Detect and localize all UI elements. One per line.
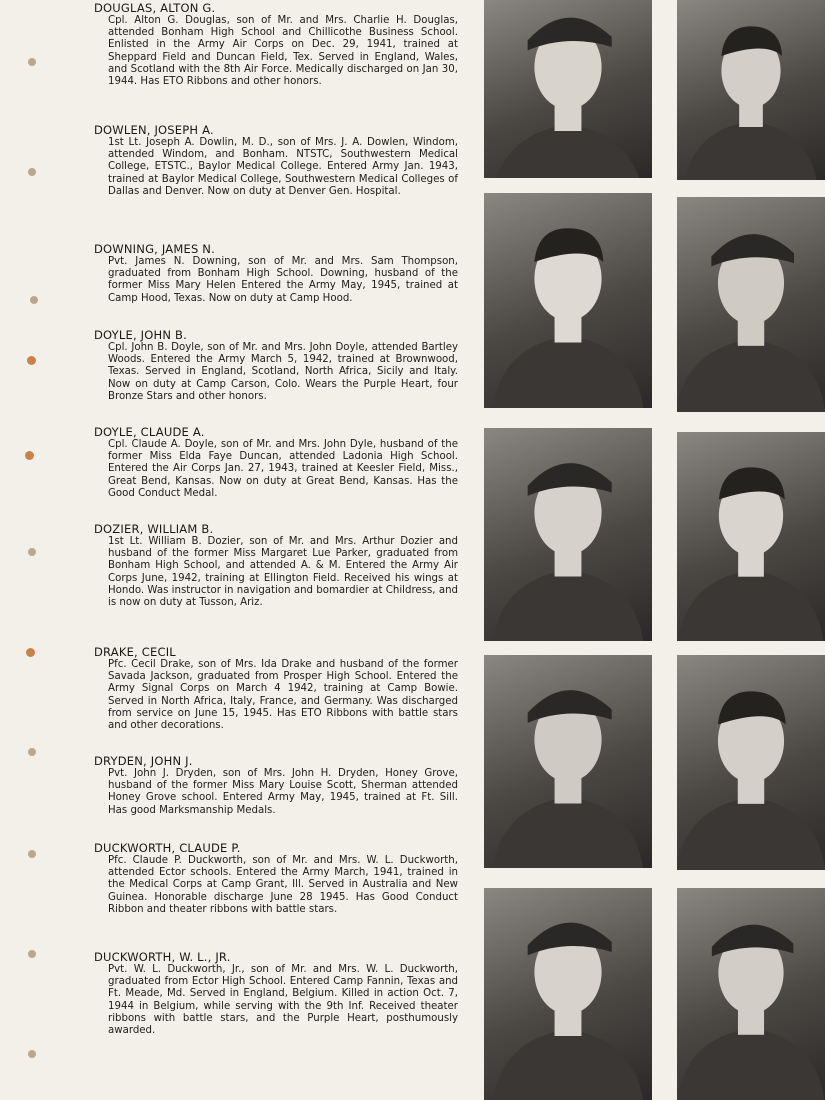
entry-text: Pvt. John J. Dryden, son of Mrs. John H. Dryden, Honey Grove, husband of the former Miss Mary Louise Scott, Sherman attended Honey Grove school. Entered Army May, 1945, trained at Ft. Sill. Has good Marksmanship Medals. — [108, 768, 458, 816]
portrait-dozier-william — [677, 432, 825, 641]
entry-text: 1st Lt. Joseph A. Dowlin, M. D., son of Mrs. J. A. Dowlen, Windom, attended Windom, and Bonham. NTSTC, Southwestern Medical College, ETSTC., Baylor Medical College. Entered Army Jan. 1943, trained at Baylor Medical College, Southwestern Medical Colleges of Dallas and Denver. Now on duty at Denver Gen. Hospital. — [108, 137, 458, 197]
portrait-silhouette — [484, 0, 652, 178]
punch-hole — [28, 548, 36, 556]
entry-dowlen-joseph — [94, 124, 458, 198]
entry-drake-cecil — [94, 646, 458, 732]
portrait-silhouette — [677, 655, 825, 870]
portrait-duckworth-claude — [484, 888, 652, 1100]
portrait-douglas-alton — [484, 0, 652, 178]
punch-hole — [25, 451, 34, 460]
portrait-dowlen-joseph — [677, 0, 825, 180]
entry-dozier-william — [94, 523, 458, 609]
entry-dryden-john — [94, 755, 458, 817]
portrait-doyle-john — [677, 197, 825, 412]
entry-text: Cpl. John B. Doyle, son of Mr. and Mrs. John Doyle, attended Bartley Woods. Entered the Army March 5, 1942, trained at Brownwood, Texas. Served in England, Scotland, North Africa, Sicily and Italy. Now on duty at Camp Carson, Colo. Wears the Purple Heart, four Bronze Stars and other honors. — [108, 342, 458, 402]
entry-doyle-claude — [94, 426, 458, 500]
punch-hole — [28, 748, 36, 756]
punch-hole — [26, 648, 35, 657]
entry-downing-james — [94, 243, 458, 305]
portrait-silhouette — [677, 197, 825, 412]
entry-name: DOYLE, CLAUDE A. — [94, 425, 205, 439]
entry-duckworth-claude — [94, 842, 458, 916]
entry-text: Pfc. Cecil Drake, son of Mrs. Ida Drake and husband of the former Savada Jackson, graduated from Prosper High School. Entered the Army Signal Corps on March 4 1942, training at Camp Bowie. Served in North Africa, Italy, France, and Germany. Was discharged from service on June 15, 1945. Has ETO Ribbons with battle stars and other decorations. — [108, 659, 458, 732]
portrait-silhouette — [484, 193, 652, 408]
punch-hole — [30, 296, 38, 304]
portrait-drake-cecil — [484, 655, 652, 868]
entry-name: DUCKWORTH, W. L., JR. — [94, 950, 231, 964]
entry-name: DRYDEN, JOHN J. — [94, 754, 193, 768]
portrait-silhouette — [484, 655, 652, 868]
punch-hole — [28, 58, 36, 66]
portrait-silhouette — [677, 432, 825, 641]
entry-text: Pfc. Claude P. Duckworth, son of Mr. and Mrs. W. L. Duckworth, attended Ector schools. Entered the Army March, 1941, trained in the Medical Corps at Camp Grant, Ill. Served in Australia and New Guinea. Honorable discharge June 28 1945. Has Good Conduct Ribbon and theater ribbons with battle stars. — [108, 855, 458, 915]
entry-name: DUCKWORTH, CLAUDE P. — [94, 841, 241, 855]
punch-hole — [28, 850, 36, 858]
entry-name: DOWNING, JAMES N. — [94, 242, 215, 256]
portrait-silhouette — [484, 428, 652, 641]
portrait-duckworth-wl — [677, 888, 825, 1100]
entry-text: Cpl. Alton G. Douglas, son of Mr. and Mrs. Charlie H. Douglas, attended Bonham High School and Chillicothe Business School. Enlisted in the Army Air Corps on Dec. 29, 1941, trained at Sheppard Field and Duncan Field, Tex. Served in England, Wales, and Scotland with the 8th Air Force. Medically discharged on Jan 30, 1944. Has ETO Ribbons and other honors. — [108, 15, 458, 88]
entry-duckworth-wl — [94, 951, 458, 1037]
portrait-silhouette — [677, 0, 825, 180]
binder-margin — [0, 0, 60, 1100]
punch-hole — [28, 950, 36, 958]
entry-text: 1st Lt. William B. Dozier, son of Mr. and Mrs. Arthur Dozier and husband of the former Miss Margaret Lue Parker, graduated from Bonham High School, and attended A. & M. Entered the Army Air Corps June, 1942, training at Ellington Field. Received his wings at Hondo. Was instructor in navigation and bomardier at Childress, and is now on duty at Tusson, Ariz. — [108, 536, 458, 609]
entry-name: DOWLEN, JOSEPH A. — [94, 123, 214, 137]
portrait-silhouette — [484, 888, 652, 1100]
entry-doyle-john — [94, 329, 458, 403]
entry-name: DOUGLAS, ALTON G. — [94, 1, 216, 15]
entry-name: DOZIER, WILLIAM B. — [94, 522, 214, 536]
portrait-downing-james — [484, 193, 652, 408]
entry-text: Pvt. W. L. Duckworth, Jr., son of Mr. and Mrs. W. L. Duckworth, graduated from Ector High School. Entered Camp Fannin, Texas and Ft. Meade, Md. Served in England, Belgium. Killed in action Oct. 7, 1944 in Belgium, while serving with the 9th Inf. Received theater ribbons with battle stars, and the Purple Heart, posthumously awarded. — [108, 964, 458, 1037]
entry-text: Cpl. Claude A. Doyle, son of Mr. and Mrs. John Dyle, husband of the former Miss Elda Faye Duncan, attended Ladonia High School. Entered the Air Corps Jan. 27, 1943, trained at Keesler Field, Miss., Great Bend, Kansas. Now on duty at Great Bend, Kansas. Has the Good Conduct Medal. — [108, 439, 458, 499]
entry-text: Pvt. James N. Downing, son of Mr. and Mrs. Sam Thompson, graduated from Bonham High School. Downing, husband of the former Miss Mary Helen Entered the Army May, 1945, trained at Camp Hood, Texas. Now on duty at Camp Hood. — [108, 256, 458, 304]
entry-name: DOYLE, JOHN B. — [94, 328, 187, 342]
portrait-dryden-john — [677, 655, 825, 870]
portrait-silhouette — [677, 888, 825, 1100]
entry-name: DRAKE, CECIL — [94, 645, 176, 659]
entry-douglas-alton — [94, 2, 458, 88]
punch-hole — [28, 1050, 36, 1058]
punch-hole — [27, 356, 36, 365]
portrait-doyle-claude — [484, 428, 652, 641]
punch-hole — [28, 168, 36, 176]
